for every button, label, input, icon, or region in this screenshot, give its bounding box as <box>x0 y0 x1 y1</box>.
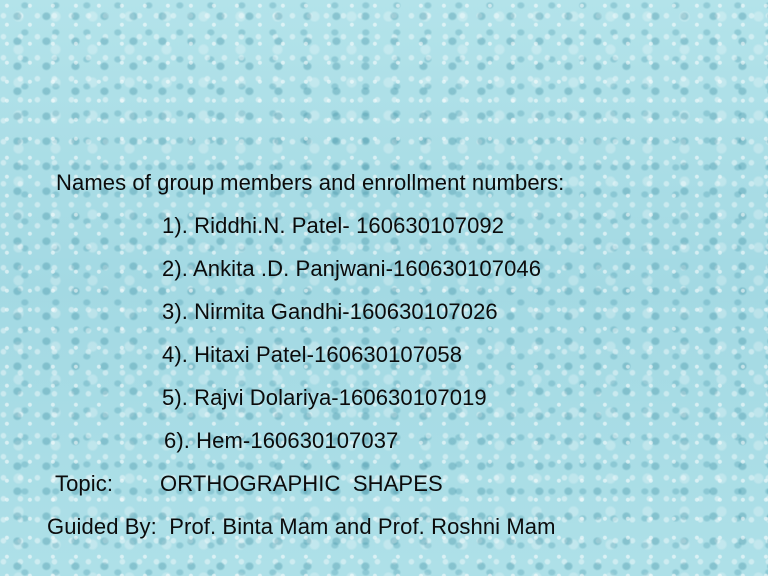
guided-by: Guided By: Prof. Binta Mam and Prof. Roshni Mam <box>47 514 556 539</box>
members-heading: Names of group members and enrollment numbers: <box>56 170 565 195</box>
member-line-1: 1). Riddhi.N. Patel- 160630107092 <box>162 213 505 238</box>
topic-label: Topic: <box>55 471 114 496</box>
member-line-4: 4). Hitaxi Patel-160630107058 <box>162 342 463 367</box>
member-line-5: 5). Rajvi Dolariya-160630107019 <box>162 385 487 410</box>
member-line-2: 2). Ankita .D. Panjwani-160630107046 <box>162 256 542 281</box>
member-line-6: 6). Hem-160630107037 <box>164 428 399 453</box>
topic-value: ORTHOGRAPHIC SHAPES <box>160 471 443 496</box>
member-line-3: 3). Nirmita Gandhi-160630107026 <box>162 299 498 324</box>
